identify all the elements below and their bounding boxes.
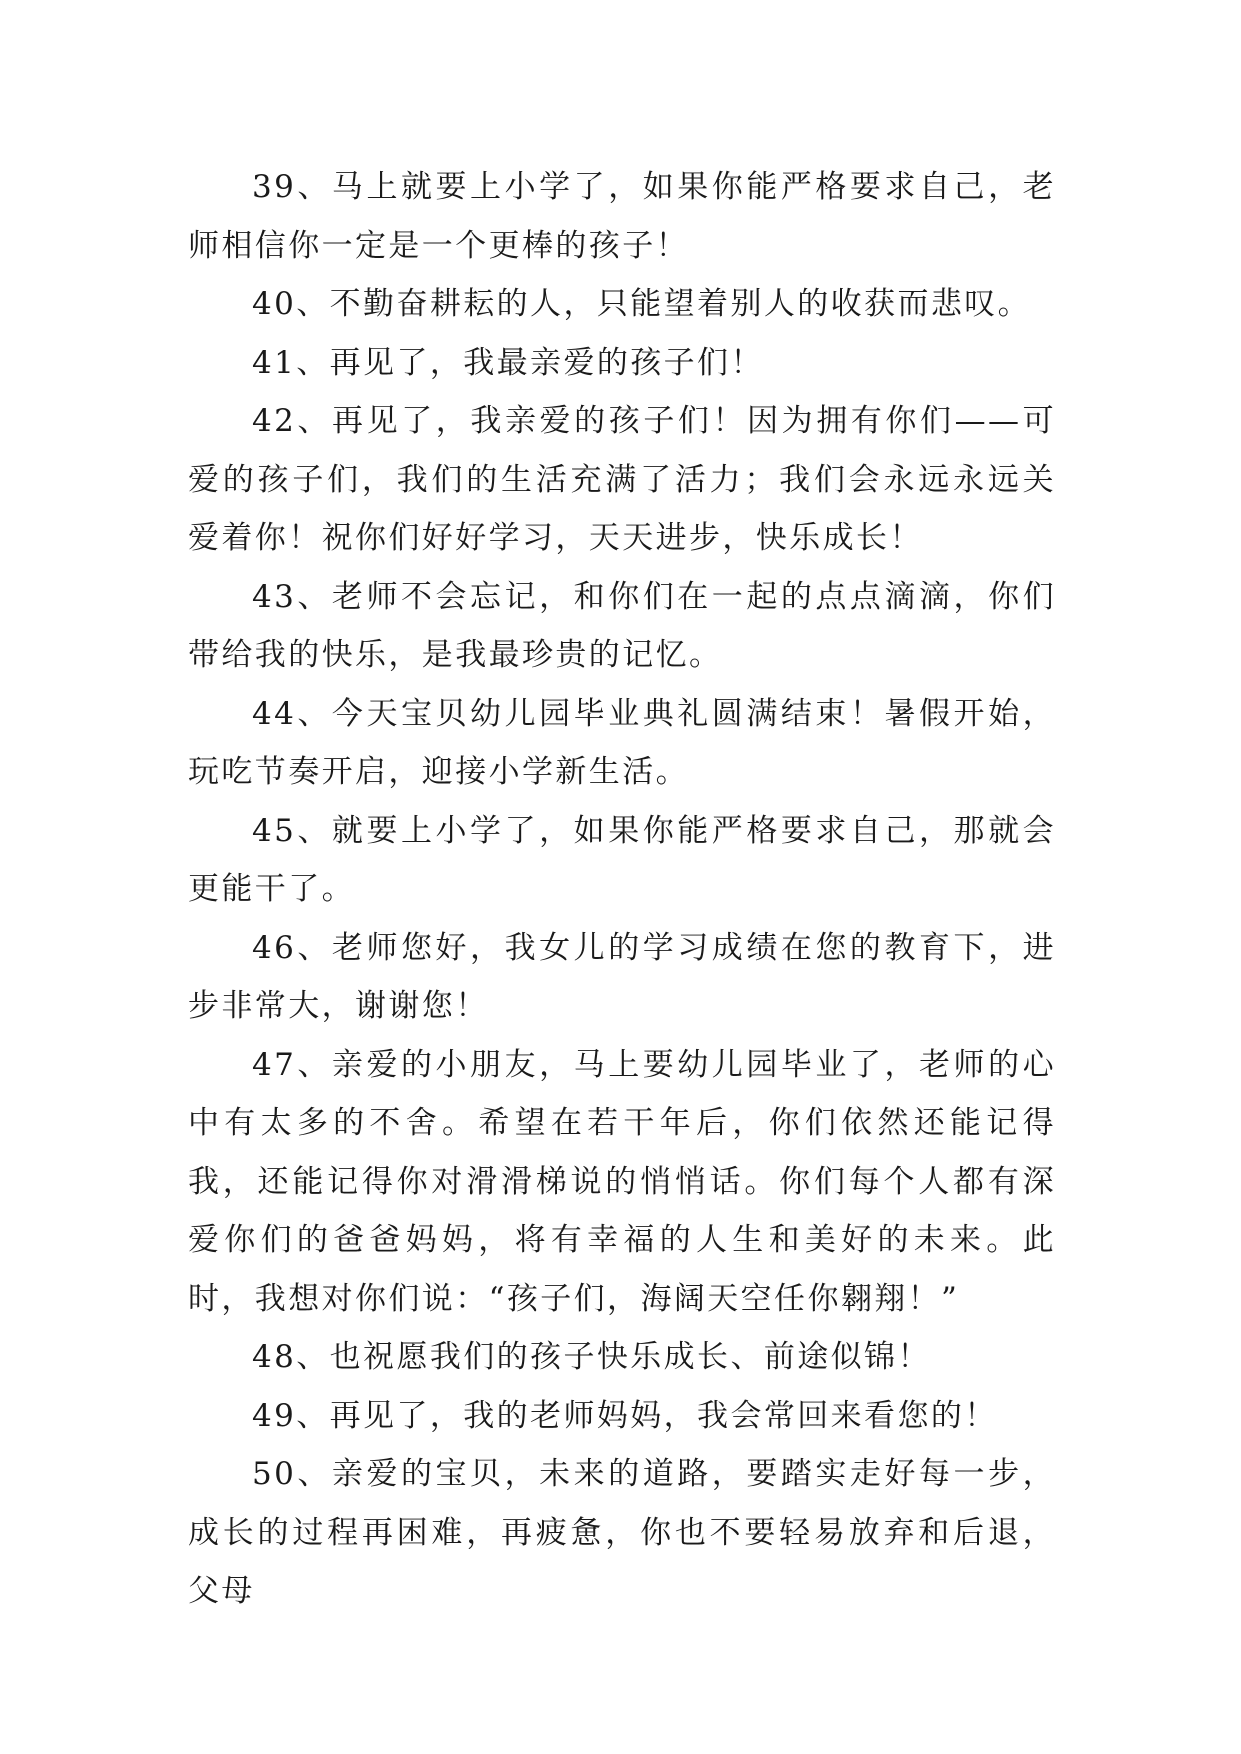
paragraph-50: 50、亲爱的宝贝，未来的道路，要踏实走好每一步，成长的过程再困难，再疲惫，你也不要轻易放弃和后退，父母: [188, 1456, 1056, 1609]
paragraph-49: 49、再见了，我的老师妈妈，我会常回来看您的！: [252, 1397, 998, 1434]
paragraph-45: 45、就要上小学了，如果你能严格要求自己，那就会更能干了。: [188, 812, 1056, 907]
paragraph-42: 42、再见了，我亲爱的孩子们！因为拥有你们——可爱的孩子们，我们的生活充满了活力；我们会永远永远关爱着你！祝你们好好学习，天天进步，快乐成长！: [188, 403, 1056, 556]
paragraph-43: 43、老师不会忘记，和你们在一起的点点滴滴，你们带给我的快乐，是我最珍贵的记忆。: [188, 578, 1056, 673]
paragraph-39: 39、马上就要上小学了，如果你能严格要求自己，老师相信你一定是一个更棒的孩子！: [188, 169, 1056, 264]
paragraph-46: 46、老师您好，我女儿的学习成绩在您的教育下，进步非常大，谢谢您！: [188, 929, 1056, 1024]
paragraph-44: 44、今天宝贝幼儿园毕业典礼圆满结束！暑假开始，玩吃节奏开启，迎接小学新生活。: [188, 695, 1056, 790]
paragraph-48: 48、也祝愿我们的孩子快乐成长、前途似锦！: [252, 1339, 931, 1375]
document-body: [188, 158, 1056, 1621]
paragraph-41: 41、再见了，我最亲爱的孩子们！: [252, 344, 764, 381]
paragraph-47: 47、亲爱的小朋友，马上要幼儿园毕业了，老师的心中有太多的不舍。希望在若干年后，你们依然还能记得我，还能记得你对滑滑梯说的悄悄话。你们每个人都有深爱你们的爸爸妈妈，将有幸福的人生和美好的未来。此时，我想对你们说：“孩子们，海阔天空任你翱翔！”: [188, 1046, 1056, 1317]
paragraph-40: 40、不勤奋耕耘的人，只能望着别人的收获而悲叹。: [252, 286, 1032, 322]
